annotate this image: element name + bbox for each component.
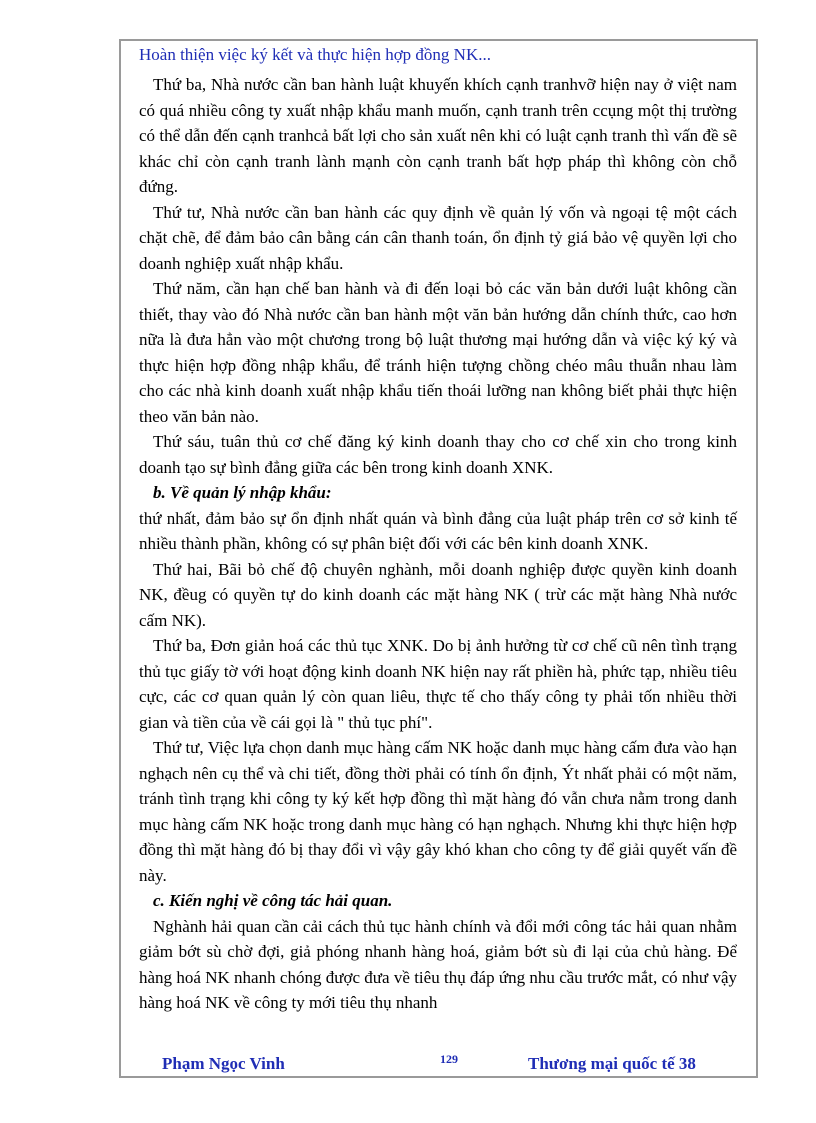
footer-author: Phạm Ngọc Vinh — [162, 1054, 285, 1073]
paragraph: Thứ tư, Nhà nước cần ban hành các quy định về quản lý vốn và ngoại tệ một cách chặt chẽ, để đảm bảo cân bằng cán cân thanh toán, ổn định tỷ giá bảo vệ quyền lợi cho doanh nghiệp xuất nhập khẩu. — [139, 202, 737, 273]
paragraph: Thứ ba, Nhà nước cần ban hành luật khuyến khích cạnh tranhvỡ hiện nay ở việt nam có quá nhiều công ty xuất nhập khẩu manh muốn, cạnh tranh trên ccụng một thị trường có thể dẫn đến cạnh tranhcả bất lợi cho sản xuất nên khi có luật cạnh tranh thì vấn đề sẽ khác chỉ còn cạnh tranh lành mạnh còn cạnh tranh bất hợp pháp thì không còn chỗ đứng. — [139, 75, 737, 196]
running-header: Hoàn thiện việc ký kết và thực hiện hợp đồng NK... — [139, 45, 491, 64]
section-heading-b: b. Về quản lý nhập khẩu: — [153, 483, 332, 502]
paragraph: Thứ sáu, tuân thủ cơ chế đăng ký kinh doanh thay cho cơ chế xin cho trong kinh doanh tạo sự bình đẳng giữa các bên trong kinh doanh XNK. — [139, 432, 737, 477]
paragraph: Nghành hải quan cần cải cách thủ tục hành chính và đổi mới công tác hải quan nhằm giảm bớt sù chờ đợi, giả phóng nhanh hàng hoá, giảm bớt sù đi lại của chủ hàng. Để hàng hoá NK nhanh chóng được đưa về tiêu thụ đáp ứng nhu cầu trước mắt, có như vậy hàng hoá NK về công ty mới tiêu thụ nhanh — [139, 916, 737, 1012]
paragraph: Thứ tư, Việc lựa chọn danh mục hàng cấm NK hoặc danh mục hàng cấm đưa vào hạn nghạch nên cụ thể và chi tiết, đồng thời phải có tính ổn định, Ýt nhất phải có một năm, tránh tình trạng khi công ty ký kết hợp đồng thì mặt hàng đó vẫn chưa nằm trong danh mục hàng cấm NK hoặc trong danh mục hàng có hạn nghạch. Nhưng khi thực hiện hợp đồng thì mặt hàng đó bị thay đổi vì vậy gây khó khan cho công ty để giải quyết vấn đề này. — [139, 738, 737, 885]
paragraph: Thứ ba, Đơn giản hoá các thủ tục XNK. Do bị ảnh hưởng từ cơ chế cũ nên tình trạng thủ tục giấy tờ với hoạt động kinh doanh NK hiện nay rất phiền hà, phức tạp, nhiều tiêu cực, các cơ quan quản lý còn quan liêu, thực tế cho thấy công ty phải tốn nhiều thời gian và tiền của về cái gọi là " thủ tục phí". — [139, 636, 737, 732]
paragraph: thứ nhất, đảm bảo sự ổn định nhất quán và bình đẳng của luật pháp trên cơ sở kinh tế nhiều thành phần, không có sự phân biệt đối với các bên kinh doanh XNK. — [139, 508, 737, 553]
paragraph: Thứ năm, cần hạn chế ban hành và đi đến loại bỏ các văn bản dưới luật không cần thiết, thay vào đó Nhà nước cần ban hành một văn bản hướng dẫn chính thức, cao hơn nữa là đưa hẳn vào một chương trong bộ luật thương mại hướng dẫn và việc ký ký và thực hiện hợp đồng nhập khẩu, để tránh hiện tượng chồng chéo mâu thuẫn nhau làm cho các nhà kinh doanh xuất nhập khẩu tiến thoái lưỡng nan không biết phải thực hiện theo văn bản nào. — [139, 279, 737, 426]
page-number: 129 — [440, 1052, 458, 1066]
document-body — [139, 72, 737, 1016]
paragraph: Thứ hai, Bãi bỏ chế độ chuyên nghành, mỗi doanh nghiệp được quyền kinh doanh NK, đềug có quyền tự do kinh doanh các mặt hàng NK ( trừ các mặt hàng Nhà nước cấm NK). — [139, 559, 737, 630]
section-heading-c: c. Kiến nghị về công tác hải quan. — [153, 891, 393, 910]
footer-course: Thương mại quốc tế 38 — [528, 1054, 696, 1073]
